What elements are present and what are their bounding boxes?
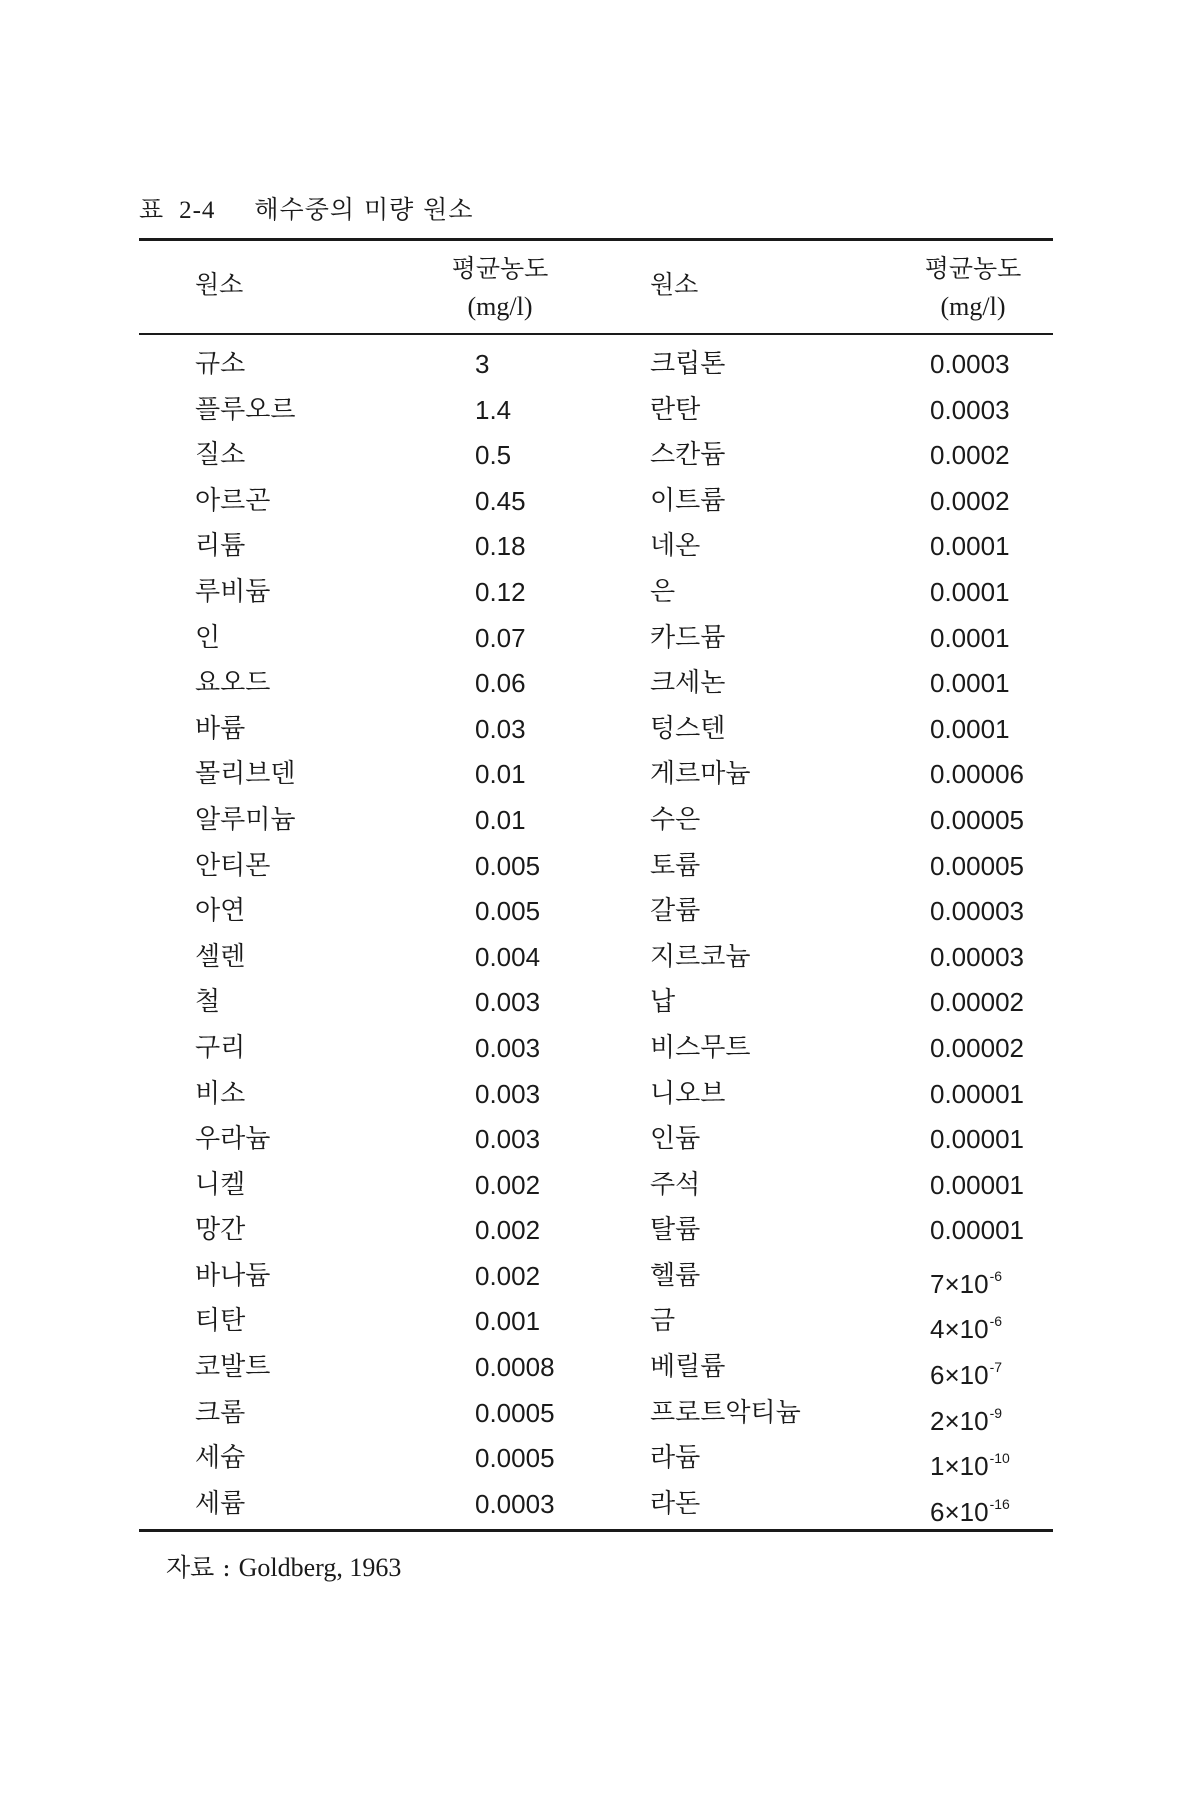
element-name-left: 티탄	[195, 1306, 246, 1337]
element-name-right: 주석	[650, 1169, 701, 1200]
table-row	[0, 615, 1200, 661]
element-name-right: 납	[650, 987, 676, 1018]
header-concentration-label: 평균농도	[924, 254, 1022, 283]
concentration-value: 0.00006	[930, 759, 1024, 790]
concentration-value: 1×10	[930, 1451, 989, 1482]
concentration-value: 0.00001	[930, 1169, 1024, 1200]
element-name-right: 카드뮴	[650, 622, 726, 653]
concentration-value: 0.0001	[930, 531, 1010, 562]
concentration-right	[930, 803, 1024, 837]
concentration-exponent: -7	[989, 1359, 1003, 1376]
element-name-left: 세륨	[195, 1488, 246, 1519]
element-name-left: 요오드	[195, 668, 271, 699]
table-row	[0, 1298, 1200, 1344]
concentration-right	[930, 393, 1010, 427]
element-name-right: 프로트악티늄	[650, 1397, 801, 1428]
table-row	[0, 569, 1200, 615]
concentration-left: 0.01	[475, 759, 526, 790]
element-name-left: 인	[195, 622, 221, 653]
concentration-value: 0.0001	[930, 622, 1010, 653]
concentration-left: 0.18	[475, 531, 526, 562]
concentration-right	[930, 1077, 1024, 1111]
element-name-right: 토륨	[650, 850, 701, 881]
concentration-exponent: -6	[989, 1267, 1003, 1284]
concentration-right	[930, 621, 1010, 655]
table-row	[0, 1207, 1200, 1253]
concentration-value: 0.00005	[930, 804, 1024, 835]
concentration-exponent: -6	[989, 1313, 1003, 1330]
table-bottom-rule	[139, 1529, 1053, 1532]
table-row	[0, 797, 1200, 843]
element-name-left: 세슘	[195, 1443, 246, 1474]
concentration-right	[930, 1122, 1024, 1156]
concentration-left: 0.005	[475, 850, 541, 881]
concentration-left: 0.0003	[475, 1488, 555, 1519]
concentration-value: 0.00001	[930, 1124, 1024, 1155]
element-name-left: 철	[195, 987, 221, 1018]
concentration-right	[930, 757, 1024, 791]
concentration-left: 1.4	[475, 394, 512, 425]
table-row	[0, 751, 1200, 797]
concentration-value: 0.0003	[930, 394, 1010, 425]
element-name-right: 인듐	[650, 1124, 701, 1155]
table-row	[0, 934, 1200, 980]
table-top-rule	[139, 238, 1053, 241]
element-name-left: 아연	[195, 896, 246, 927]
concentration-right	[930, 940, 1024, 974]
concentration-left: 0.0008	[475, 1352, 555, 1383]
header-element-right: 원소	[650, 270, 699, 299]
table-row	[0, 1435, 1200, 1481]
table-row	[0, 523, 1200, 569]
concentration-left: 0.0005	[475, 1443, 555, 1474]
concentration-left: 0.45	[475, 485, 526, 516]
concentration-right	[930, 484, 1010, 518]
table-row	[0, 478, 1200, 524]
concentration-left: 0.002	[475, 1169, 541, 1200]
caption-title: 해수중의 미량 원소	[254, 195, 474, 224]
source-note	[166, 1548, 401, 1584]
table-row	[0, 706, 1200, 752]
table-row	[0, 979, 1200, 1025]
element-name-left: 몰리브덴	[195, 759, 296, 790]
element-name-left: 니켈	[195, 1169, 246, 1200]
element-name-left: 알루미늄	[195, 804, 296, 835]
element-name-right: 게르마늄	[650, 759, 751, 790]
element-name-right: 수은	[650, 804, 701, 835]
element-name-left: 크롬	[195, 1397, 246, 1428]
table-row	[0, 843, 1200, 889]
concentration-left: 0.01	[475, 804, 526, 835]
table-row	[0, 1025, 1200, 1071]
table-row	[0, 1071, 1200, 1117]
table-row	[0, 1253, 1200, 1299]
source-value: Goldberg, 1963	[238, 1553, 402, 1582]
header-concentration-left	[420, 250, 580, 326]
concentration-right	[930, 1350, 1002, 1392]
element-name-left: 바나듐	[195, 1260, 271, 1291]
table-row	[0, 1390, 1200, 1436]
element-name-left: 규소	[195, 349, 246, 379]
element-name-right: 니오브	[650, 1078, 726, 1109]
element-name-left: 루비듐	[195, 576, 271, 607]
concentration-value: 0.00003	[930, 941, 1024, 972]
table-row	[0, 341, 1200, 387]
concentration-right	[930, 347, 1010, 381]
element-name-right: 라돈	[650, 1488, 701, 1519]
concentration-right	[930, 1031, 1024, 1065]
concentration-value: 4×10	[930, 1314, 989, 1345]
element-name-left: 아르곤	[195, 485, 271, 516]
concentration-value: 2×10	[930, 1405, 989, 1436]
concentration-right	[930, 985, 1024, 1019]
concentration-value: 0.00003	[930, 896, 1024, 927]
table-row	[0, 1162, 1200, 1208]
concentration-right	[930, 1213, 1024, 1247]
element-name-left: 플루오르	[195, 394, 296, 425]
concentration-value: 0.0003	[930, 349, 1010, 379]
caption-label: 표	[139, 195, 165, 224]
element-name-right: 갈륨	[650, 896, 701, 927]
element-name-right: 라듐	[650, 1443, 701, 1474]
table-row	[0, 1116, 1200, 1162]
concentration-value: 0.00002	[930, 1032, 1024, 1063]
concentration-exponent: -16	[989, 1495, 1010, 1512]
concentration-right	[930, 438, 1010, 472]
element-name-right: 텅스텐	[650, 713, 726, 744]
table-row	[0, 387, 1200, 433]
element-name-right: 은	[650, 576, 676, 607]
element-name-left: 바륨	[195, 713, 246, 744]
element-name-right: 스칸듐	[650, 440, 726, 471]
concentration-right	[930, 894, 1024, 928]
concentration-value: 6×10	[930, 1360, 989, 1391]
header-element-left: 원소	[195, 270, 244, 299]
concentration-exponent: -10	[989, 1450, 1010, 1467]
element-name-left: 코발트	[195, 1352, 271, 1383]
concentration-left: 0.001	[475, 1306, 541, 1337]
concentration-right	[930, 1441, 1010, 1483]
table-row	[0, 1481, 1200, 1527]
table-body	[0, 341, 1200, 1526]
concentration-right	[930, 1304, 1002, 1346]
concentration-right	[930, 1487, 1010, 1529]
concentration-value: 0.0001	[930, 713, 1010, 744]
concentration-value: 6×10	[930, 1496, 989, 1527]
concentration-left: 0.003	[475, 987, 541, 1018]
concentration-left: 0.002	[475, 1260, 541, 1291]
concentration-value: 0.00005	[930, 850, 1024, 881]
concentration-value: 0.0001	[930, 576, 1010, 607]
concentration-value: 0.0002	[930, 485, 1010, 516]
header-concentration-right	[893, 250, 1053, 326]
concentration-left: 0.03	[475, 713, 526, 744]
element-name-right: 탈륨	[650, 1215, 701, 1246]
concentration-value: 0.0001	[930, 668, 1010, 699]
concentration-left: 0.003	[475, 1124, 541, 1155]
table-row	[0, 1344, 1200, 1390]
concentration-right	[930, 712, 1010, 746]
concentration-value: 0.00001	[930, 1215, 1024, 1246]
element-name-left: 리튬	[195, 531, 246, 562]
concentration-left: 0.06	[475, 668, 526, 699]
table-row	[0, 660, 1200, 706]
element-name-left: 안티몬	[195, 850, 271, 881]
header-concentration-label: 평균농도	[451, 254, 549, 283]
concentration-left: 0.12	[475, 576, 526, 607]
element-name-right: 베릴륨	[650, 1352, 726, 1383]
concentration-right	[930, 1168, 1024, 1202]
element-name-left: 구리	[195, 1032, 246, 1063]
element-name-left: 질소	[195, 440, 246, 471]
concentration-left: 0.0005	[475, 1397, 555, 1428]
concentration-exponent: -9	[989, 1404, 1003, 1421]
concentration-left: 0.5	[475, 440, 512, 471]
header-unit: (mg/l)	[467, 292, 533, 321]
concentration-right	[930, 666, 1010, 700]
caption-number: 2-4	[179, 197, 216, 224]
header-unit: (mg/l)	[940, 292, 1006, 321]
concentration-value: 0.00001	[930, 1078, 1024, 1109]
concentration-value: 0.0002	[930, 440, 1010, 471]
table-row	[0, 432, 1200, 478]
concentration-left: 3	[475, 349, 490, 379]
concentration-right	[930, 529, 1010, 563]
concentration-right	[930, 1396, 1002, 1438]
element-name-right: 크세논	[650, 668, 726, 699]
concentration-left: 0.005	[475, 896, 541, 927]
concentration-left: 0.07	[475, 622, 526, 653]
table-caption	[139, 190, 474, 226]
element-name-left: 우라늄	[195, 1124, 271, 1155]
header-rule	[139, 333, 1053, 335]
element-name-left: 비소	[195, 1078, 246, 1109]
concentration-left: 0.002	[475, 1215, 541, 1246]
element-name-right: 금	[650, 1306, 676, 1337]
concentration-left: 0.003	[475, 1078, 541, 1109]
concentration-value: 7×10	[930, 1268, 989, 1299]
element-name-right: 헬륨	[650, 1260, 701, 1291]
element-name-left: 망간	[195, 1215, 246, 1246]
concentration-left: 0.004	[475, 941, 541, 972]
element-name-left: 셀렌	[195, 941, 246, 972]
element-name-right: 네온	[650, 531, 701, 562]
concentration-value: 0.00002	[930, 987, 1024, 1018]
concentration-right	[930, 575, 1010, 609]
concentration-right	[930, 1259, 1002, 1301]
element-name-right: 란탄	[650, 394, 701, 425]
concentration-left: 0.003	[475, 1032, 541, 1063]
table-row	[0, 888, 1200, 934]
concentration-right	[930, 849, 1024, 883]
element-name-right: 이트륨	[650, 485, 726, 516]
source-label: 자료 :	[166, 1553, 231, 1582]
element-name-right: 비스무트	[650, 1032, 751, 1063]
element-name-right: 크립톤	[650, 349, 726, 379]
element-name-right: 지르코늄	[650, 941, 751, 972]
